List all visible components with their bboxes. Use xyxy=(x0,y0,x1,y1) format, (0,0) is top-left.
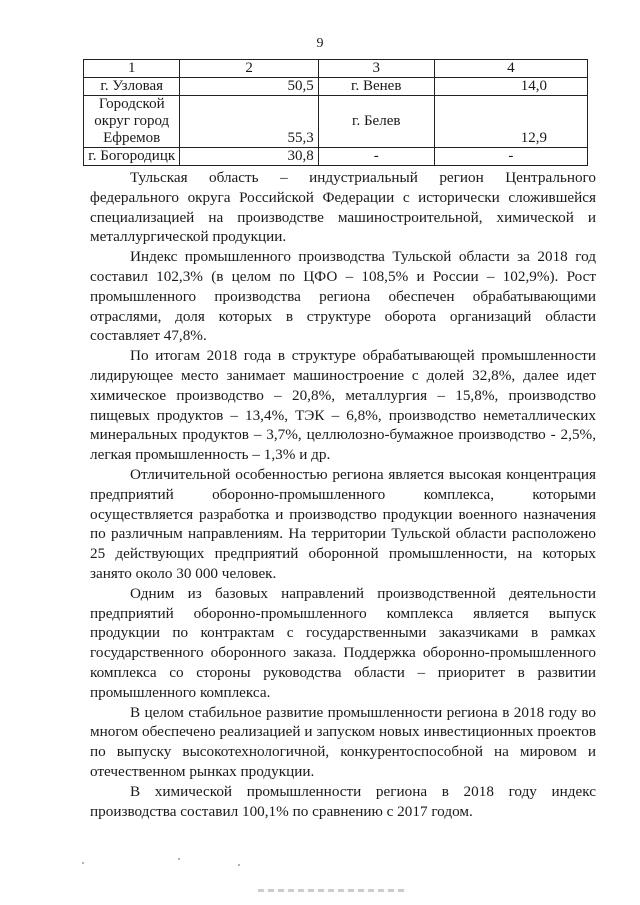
paragraph: В химической промышленности региона в 2018 году индекс производства составил 100,1% по сравнению с 2017 годом. xyxy=(90,782,596,820)
paragraph: Одним из базовых направлений производственной деятельности предприятий оборонно-промышленного комплекса является выпуск продукции по контрактам с государственными заказчиками в рамках государственного оборонного заказа. Поддержка оборонно-промышленного комплекса со стороны руководства области – приоритет в развитии промышленного комплекса. xyxy=(90,584,596,701)
table-cell-city: г. Венев xyxy=(318,78,434,96)
table-cell-city: г. Богородицк xyxy=(84,148,180,166)
table-header-cell: 4 xyxy=(434,60,587,78)
paragraph: По итогам 2018 года в структуре обрабатывающей промышленности лидирующее место занимает машиностроение с долей 32,8%, далее идет химическое производство – 20,8%, металлургия – 15,8%, производство пищевых продуктов – 13,4%, ТЭК – 6,8%, производство неметаллических минеральных продуктов – 3,7%, целлюлозно-бумажное производство - 2,5%, легкая промышленность – 1,3% и др. xyxy=(90,347,596,464)
paragraph: Отличительной особенностью региона является высокая концентрация предприятий оборонно-промышленного комплекса, которыми осуществляется разработка и производство продукции военного назначения по различным направлениям. На территории Тульской области расположено 25 действующих предприятий оборонной промышленности, на которых занято около 30 000 человек. xyxy=(90,465,596,582)
table-header-cell: 2 xyxy=(180,60,318,78)
scan-smudge xyxy=(258,889,408,892)
table-row xyxy=(84,148,588,166)
table-cell-value: 50,5 xyxy=(180,78,318,96)
table-row xyxy=(84,96,588,148)
table-header-cell: 1 xyxy=(84,60,180,78)
table-cell-city: - xyxy=(318,148,434,166)
table-header-row xyxy=(84,60,588,78)
table-cell-value: 30,8 xyxy=(180,148,318,166)
table-row xyxy=(84,78,588,96)
paragraph: Тульская область – индустриальный регион Центрального федерального округа Российской Федерации с исторически сложившейся специализацией на производстве машиностроительной, химической и металлургической продукции. xyxy=(90,169,596,246)
table-cell-city: г. Узловая xyxy=(84,78,180,96)
table-cell-value: 12,9 xyxy=(434,96,587,148)
table-cell-value: 14,0 xyxy=(434,78,587,96)
table-cell-value: 55,3 xyxy=(180,96,318,148)
document-body xyxy=(90,168,596,821)
table-cell-city: г. Белев xyxy=(318,96,434,148)
data-table xyxy=(83,59,588,166)
table-cell-city: Городской округ город Ефремов xyxy=(84,96,180,148)
table-header-cell: 3 xyxy=(318,60,434,78)
paragraph: Индекс промышленного производства Тульской области за 2018 год составил 102,3% (в целом по ЦФО – 108,5% и России – 102,9%). Рост промышленного производства региона обеспечен обрабатывающими отраслями, доля которых в структуре оборота организаций области составляет 47,8%. xyxy=(90,248,596,345)
paragraph: В целом стабильное развитие промышленности региона в 2018 году во многом обеспечено реализацией и запуском новых инвестиционных проектов по выпуску высокотехнологичной, конкурентоспособной на мировом и отечественном рынках продукции. xyxy=(90,703,596,780)
scan-noise xyxy=(82,858,242,868)
page-number: 9 xyxy=(316,36,324,51)
table-cell-value: - xyxy=(434,148,587,166)
